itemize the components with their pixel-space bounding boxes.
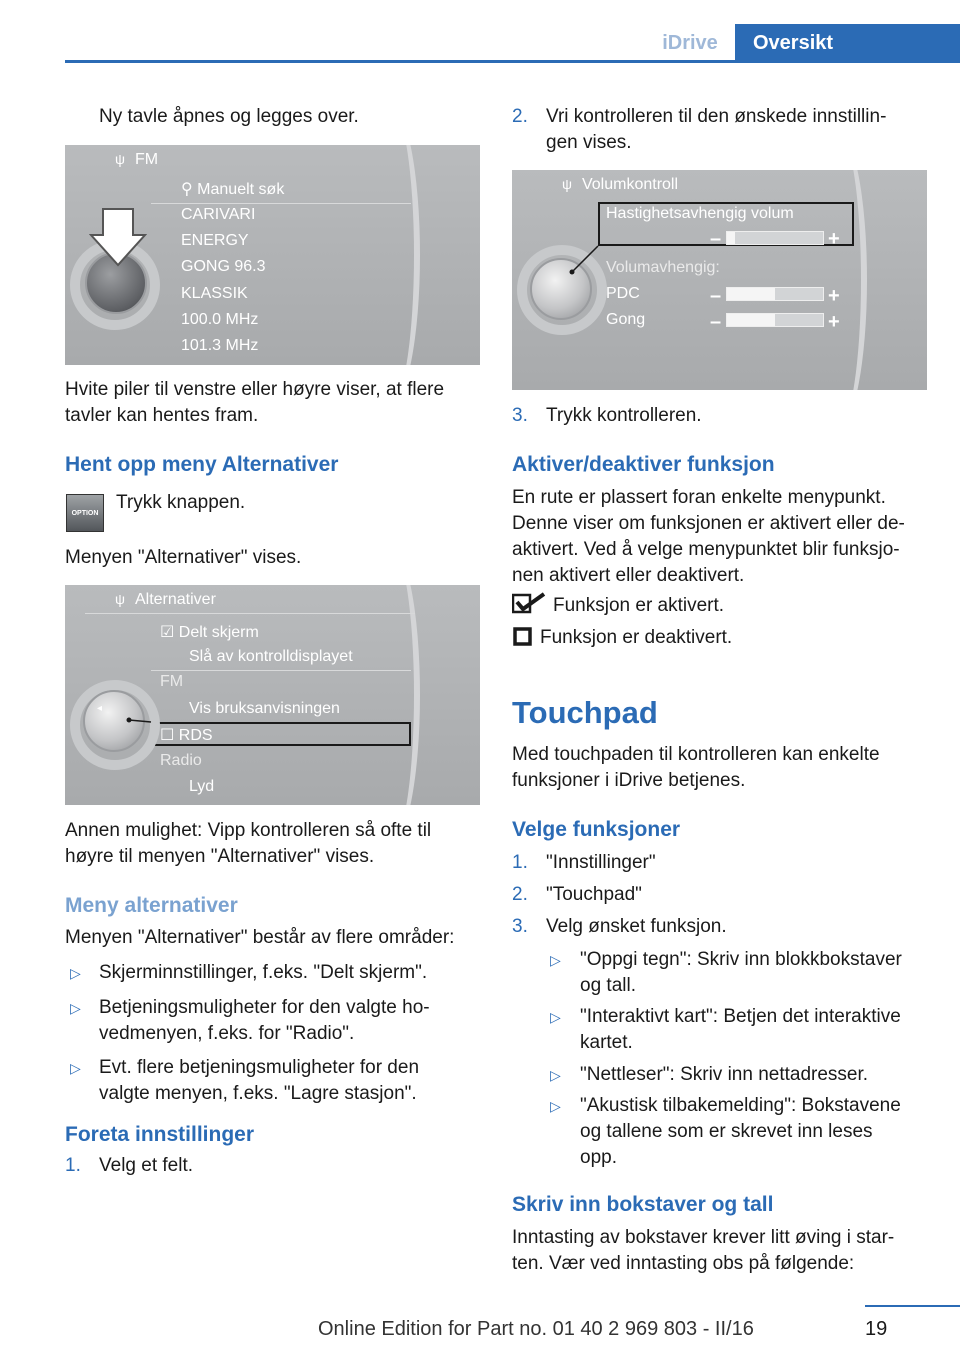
sub-bullet-acoustic-2: og tallene som er skrevet inn leses	[580, 1121, 873, 1142]
step-touchpad: "Touchpad"	[546, 884, 642, 905]
paragraph-new-panel: Ny tavle åpnes og legges over.	[99, 106, 359, 127]
plus-icon: +	[828, 285, 840, 307]
screen-fm-title: ψ FM	[115, 151, 159, 168]
pointer-line-icon	[540, 240, 610, 300]
screen-item-station: 100.0 MHz	[181, 311, 259, 328]
paragraph-alternative-2: høyre til menyen "Alternativer" vises.	[65, 846, 375, 867]
checkbox-checked-icon: ☑	[160, 624, 179, 641]
screen-volume-title: ψ Volumkontroll	[562, 176, 679, 193]
paragraph-white-arrows-2: tavler kan hentes fram.	[65, 405, 259, 426]
paragraph-input-1: Inntasting av bokstaver krever litt øving i star-	[512, 1227, 895, 1248]
footer-rule	[865, 1305, 960, 1307]
screen-curve	[360, 145, 420, 365]
step-select-field: Velg et felt.	[99, 1155, 194, 1176]
heading-open-options-menu: Hent opp meny Alternativer	[65, 453, 339, 476]
sub-bullet-acoustic-1: "Akustisk tilbakemelding": Bokstavene	[580, 1095, 901, 1116]
screen-group-fm: FM	[160, 673, 184, 690]
screen-item-manual-search: ⚲ Manuelt søk	[181, 181, 285, 198]
paragraph-box-1: En rute er plassert foran enkelte menypunkt.	[512, 487, 886, 508]
bullet-triangle-icon: ▷	[550, 1009, 561, 1025]
paragraph-menu-areas: Menyen "Alternativer" består av flere områder:	[65, 927, 455, 948]
screen-item-speed-volume: Hastighetsavhengig volum	[606, 205, 794, 222]
screen-divider	[151, 203, 411, 204]
step-number: 1.	[512, 852, 528, 873]
header-rule	[65, 60, 960, 63]
step-turn-controller-1: Vri kontrolleren til den ønskede innstillin-	[546, 106, 887, 127]
screen-item-pdc: PDC	[606, 285, 640, 302]
paragraph-input-2: ten. Vær ved inntasting obs på følgende:	[512, 1253, 855, 1274]
screen-item-station: GONG 96.3	[181, 258, 266, 275]
heading-enter-letters: Skriv inn bokstaver og tall	[512, 1193, 774, 1216]
signal-icon: ψ	[115, 591, 125, 607]
slider-gong	[726, 313, 824, 327]
paragraph-box-3: aktivert. Ved å velge menypunktet blir funksjo-	[512, 539, 900, 560]
screen-fm-list	[65, 145, 480, 365]
bullet-triangle-icon: ▷	[70, 965, 81, 981]
signal-icon: ψ	[562, 176, 572, 192]
screen-item-station: 101.3 MHz	[181, 337, 259, 354]
bullet-more-options-1: Evt. flere betjeningsmuligheter for den	[99, 1057, 420, 1078]
bullet-triangle-icon: ▷	[550, 1098, 561, 1114]
minus-icon: –	[710, 228, 722, 250]
sub-bullet-interactive-map-2: kartet.	[580, 1032, 633, 1053]
bullet-triangle-icon: ▷	[70, 1060, 81, 1076]
svg-text:◂: ◂	[97, 703, 103, 714]
label-function-inactive: Funksjon er deaktivert.	[540, 627, 733, 648]
sub-bullet-enter-chars-1: "Oppgi tegn": Skriv inn blokkbokstaver	[580, 949, 902, 970]
down-arrow-icon	[89, 207, 147, 267]
heading-menu-options: Meny alternativer	[65, 894, 238, 917]
paragraph-touchpad-1: Med touchpaden til kontrolleren kan enkelte	[512, 744, 880, 765]
screen-label-volume-dependent: Volumavhengig:	[606, 259, 720, 276]
checkbox-inactive-icon	[513, 627, 533, 647]
sub-bullet-interactive-map-1: "Interaktivt kart": Betjen det interaktive	[580, 1006, 901, 1027]
bullet-control-options-2: vedmenyen, f.eks. for "Radio".	[99, 1023, 355, 1044]
header-tab-oversikt: Oversikt	[735, 24, 960, 62]
screen-item-display-off: Slå av kontrolldisplayet	[189, 648, 353, 665]
screen-options-title: ψ Alternativer	[115, 591, 216, 608]
sub-bullet-browser: "Nettleser": Skriv inn nettadresser.	[580, 1064, 869, 1085]
screen-divider	[151, 670, 411, 671]
footer-edition: Online Edition for Part no. 01 40 2 969 803 - II/16	[318, 1318, 754, 1340]
paragraph-press-button: Trykk knappen.	[116, 492, 246, 513]
step-number: 1.	[65, 1155, 81, 1176]
screen-item-manual: Vis bruksanvisningen	[189, 700, 340, 717]
sub-bullet-acoustic-3: opp.	[580, 1147, 617, 1168]
paragraph-box-4: nen aktivert eller deaktivert.	[512, 565, 745, 586]
header-section-label: iDrive	[662, 32, 718, 54]
label-function-active: Funksjon er aktivert.	[553, 595, 725, 616]
step-select-function: Velg ønsket funksjon.	[546, 916, 727, 937]
bullet-screen-settings: Skjerminnstillinger, f.eks. "Delt skjerm".	[99, 962, 428, 983]
slider-fill	[727, 288, 775, 300]
checkbox-empty-icon: ☐	[160, 727, 179, 744]
plus-icon: +	[828, 311, 840, 333]
heading-activate-function: Aktiver/deaktiver funksjon	[512, 453, 775, 476]
paragraph-box-2: Denne viser om funksjonen er aktivert eller de-	[512, 513, 905, 534]
step-number: 3.	[512, 405, 528, 426]
bullet-more-options-2: valgte menyen, f.eks. "Lagre stasjon".	[99, 1083, 417, 1104]
step-number: 2.	[512, 884, 528, 905]
option-button-icon: OPTION	[66, 494, 104, 532]
screen-item-station: ENERGY	[181, 232, 249, 249]
bullet-triangle-icon: ▷	[550, 952, 561, 968]
slider-pdc	[726, 287, 824, 301]
heading-touchpad: Touchpad	[512, 695, 658, 730]
slider-fill	[727, 232, 735, 244]
step-turn-controller-2: gen vises.	[546, 132, 632, 153]
heading-make-settings: Foreta innstillinger	[65, 1123, 255, 1146]
minus-icon: –	[710, 285, 722, 307]
screen-item-station: KLASSIK	[181, 285, 248, 302]
slider-speed-volume	[726, 231, 824, 245]
step-settings: "Innstillinger"	[546, 852, 656, 873]
signal-icon: ψ	[115, 151, 125, 167]
step-number: 2.	[512, 106, 528, 127]
screen-group-radio: Radio	[160, 752, 202, 769]
bullet-triangle-icon: ▷	[550, 1067, 561, 1083]
page-number: 19	[865, 1318, 888, 1340]
screen-item-rds: ☐ RDS	[160, 727, 213, 744]
paragraph-alternative-1: Annen mulighet: Vipp kontrolleren så ofte til	[65, 820, 432, 841]
heading-select-functions: Velge funksjoner	[512, 818, 681, 841]
pointer-line-icon	[93, 703, 153, 743]
paragraph-white-arrows-1: Hvite piler til venstre eller høyre viser, at flere	[65, 379, 445, 400]
step-press-controller: Trykk kontrolleren.	[546, 405, 702, 426]
plus-icon: +	[828, 228, 840, 250]
magnifier-icon: ⚲	[181, 181, 198, 198]
paragraph-menu-shown: Menyen "Alternativer" vises.	[65, 547, 302, 568]
step-number: 3.	[512, 916, 528, 937]
screen-divider	[85, 613, 415, 614]
checkmark-active-icon	[512, 592, 546, 614]
slider-fill	[727, 314, 775, 326]
bullet-control-options-1: Betjeningsmuligheter for den valgte ho-	[99, 997, 430, 1018]
screen-volume-control	[512, 170, 927, 390]
screen-item-sound: Lyd	[189, 778, 215, 795]
screen-options-menu	[65, 585, 480, 805]
screen-item-split-screen: ☑ Delt skjerm	[160, 624, 259, 641]
screen-curve	[360, 585, 420, 805]
bullet-triangle-icon: ▷	[70, 1000, 81, 1016]
screen-item-station: CARIVARI	[181, 206, 256, 223]
paragraph-touchpad-2: funksjoner i iDrive betjenes.	[512, 770, 746, 791]
sub-bullet-enter-chars-2: og tall.	[580, 975, 636, 996]
minus-icon: –	[710, 311, 722, 333]
screen-item-gong: Gong	[606, 311, 646, 328]
